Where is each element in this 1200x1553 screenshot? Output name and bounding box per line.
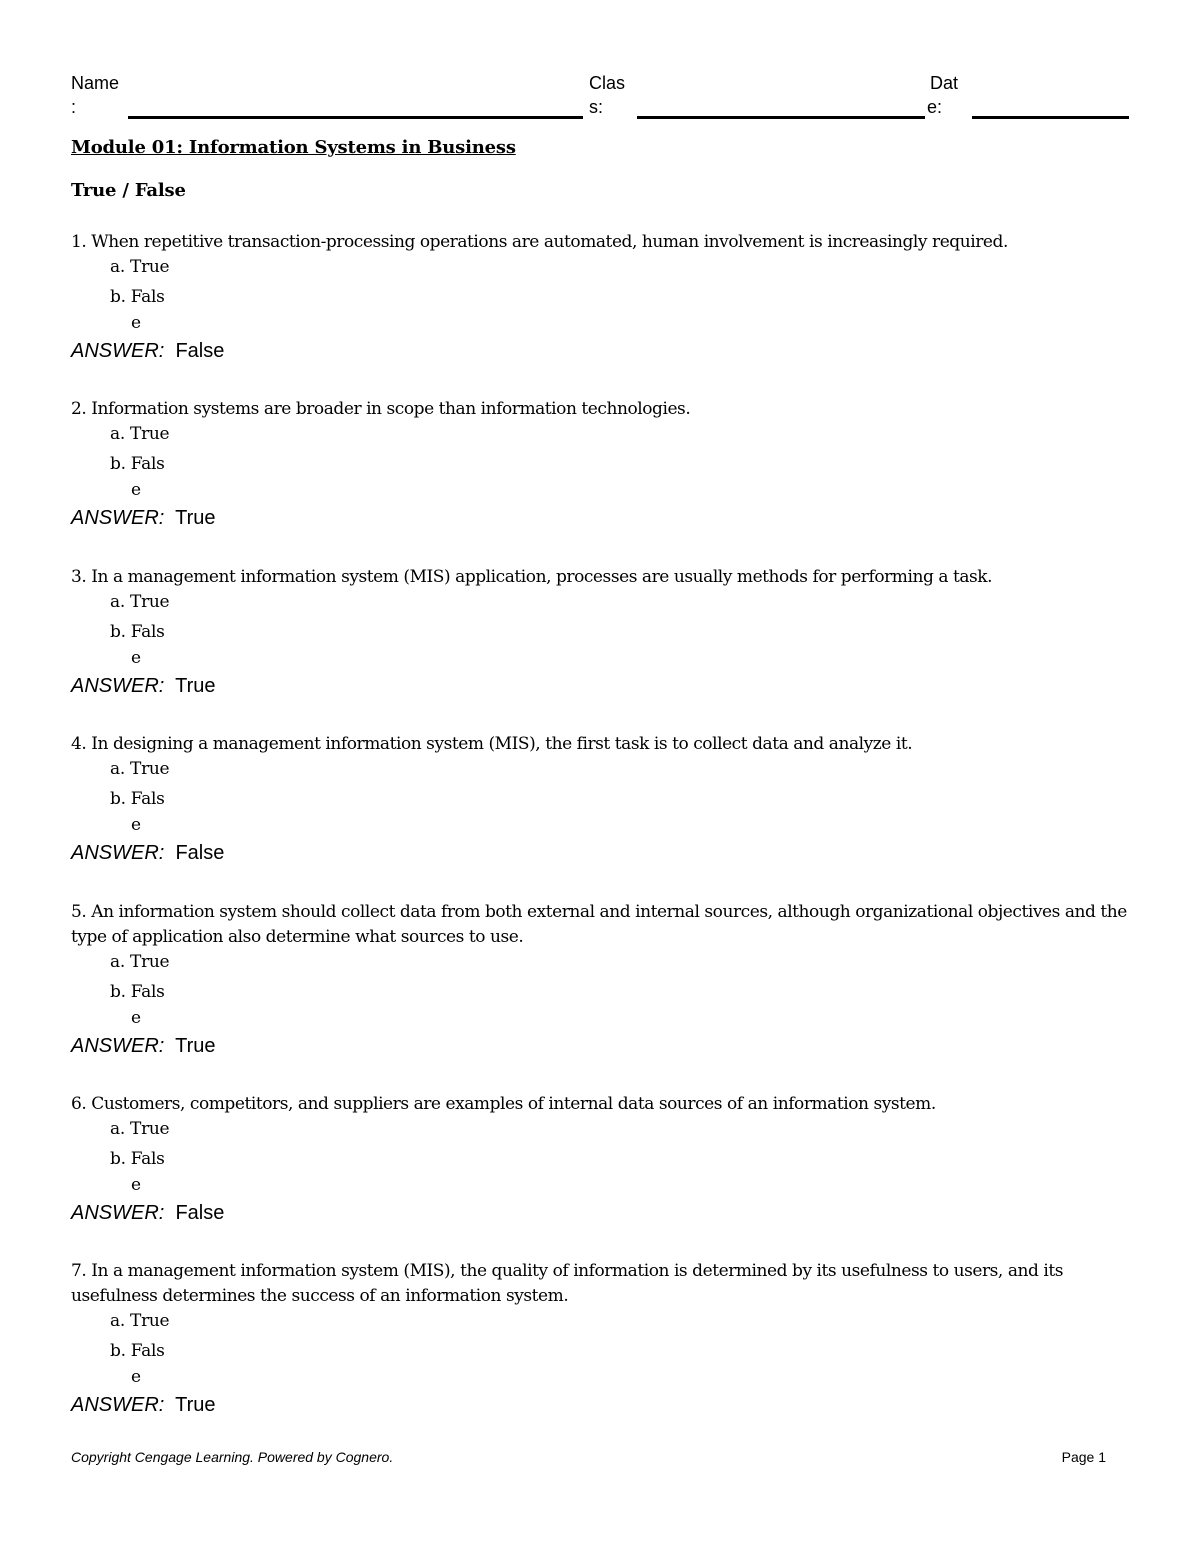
answer-label: ANSWER:	[71, 1035, 165, 1057]
answer-label: ANSWER:	[71, 507, 165, 529]
answer-value: True	[175, 1035, 216, 1057]
option-b[interactable]	[110, 1338, 174, 1390]
option-b-line2: e	[131, 313, 141, 333]
date-label-suffix: e:	[927, 97, 943, 117]
answer-line	[71, 336, 1131, 366]
class-label: Clas	[589, 73, 626, 93]
question-item	[71, 900, 1131, 1061]
option-b[interactable]	[110, 619, 174, 671]
option-b[interactable]	[110, 451, 174, 503]
answer-value: True	[175, 507, 216, 529]
option-a[interactable]: a. True	[110, 759, 170, 779]
name-input-line[interactable]	[128, 116, 583, 119]
date-label: Dat	[930, 73, 959, 93]
option-a[interactable]: a. True	[110, 424, 170, 444]
question-text: 5. An information system should collect data from both external and internal sources, although organizational objectives and the type of application also determine what sources to use.	[71, 902, 1127, 947]
option-a[interactable]: a. True	[110, 257, 170, 277]
answer-line	[71, 1198, 1131, 1228]
date-input-line[interactable]	[972, 116, 1129, 119]
question-item	[71, 1259, 1131, 1420]
answer-label: ANSWER:	[71, 1202, 165, 1224]
section-heading: True / False	[71, 180, 186, 201]
option-b[interactable]	[110, 284, 174, 336]
option-b-line2: e	[131, 648, 141, 668]
question-item	[71, 565, 1131, 701]
answer-value: True	[175, 675, 216, 697]
answer-line	[71, 503, 1131, 533]
question-text: 3. In a management information system (MIS) application, processes are usually methods for performing a task.	[71, 567, 993, 587]
answer-line	[71, 671, 1131, 701]
page-number: Page 1	[1061, 1449, 1106, 1465]
option-b-line2: e	[131, 1175, 141, 1195]
option-b-line2: e	[131, 1367, 141, 1387]
option-b-line1: b. Fals	[110, 454, 165, 474]
option-b-line1: b. Fals	[110, 287, 165, 307]
question-text: 7. In a management information system (MIS), the quality of information is determined by its usefulness to users, and its usefulness determines the success of an information system.	[71, 1261, 1064, 1306]
option-b[interactable]	[110, 1146, 174, 1198]
question-text: 6. Customers, competitors, and suppliers are examples of internal data sources of an information system.	[71, 1094, 936, 1114]
class-label-suffix: s:	[589, 97, 604, 117]
module-title: Module 01: Information Systems in Business	[71, 137, 516, 158]
question-item	[71, 230, 1131, 366]
answer-value: False	[175, 340, 225, 362]
answer-label: ANSWER:	[71, 675, 165, 697]
question-item	[71, 732, 1131, 868]
answer-line	[71, 838, 1131, 868]
class-input-line[interactable]	[637, 116, 925, 119]
answer-value: False	[175, 1202, 225, 1224]
option-b-line1: b. Fals	[110, 789, 165, 809]
option-a[interactable]: a. True	[110, 1311, 170, 1331]
option-a[interactable]: a. True	[110, 952, 170, 972]
question-text: 4. In designing a management information system (MIS), the first task is to collect data and analyze it.	[71, 734, 913, 754]
option-b[interactable]	[110, 786, 174, 838]
answer-label: ANSWER:	[71, 340, 165, 362]
answer-value: True	[175, 1394, 216, 1416]
option-b-line1: b. Fals	[110, 1341, 165, 1361]
option-b-line2: e	[131, 815, 141, 835]
option-b-line2: e	[131, 1008, 141, 1028]
question-text: 1. When repetitive transaction-processing operations are automated, human involvement is increasingly required.	[71, 232, 1008, 252]
copyright-footer: Copyright Cengage Learning. Powered by Cognero.	[71, 1449, 394, 1465]
option-b-line2: e	[131, 480, 141, 500]
answer-line	[71, 1031, 1131, 1061]
option-a[interactable]: a. True	[110, 592, 170, 612]
option-a[interactable]: a. True	[110, 1119, 170, 1139]
answer-value: False	[175, 842, 225, 864]
option-b-line1: b. Fals	[110, 982, 165, 1002]
option-b-line1: b. Fals	[110, 622, 165, 642]
option-b[interactable]	[110, 979, 174, 1031]
option-b-line1: b. Fals	[110, 1149, 165, 1169]
answer-line	[71, 1390, 1131, 1420]
name-label: Name	[71, 73, 120, 93]
answer-label: ANSWER:	[71, 842, 165, 864]
question-item	[71, 1092, 1131, 1228]
question-item	[71, 397, 1131, 533]
answer-label: ANSWER:	[71, 1394, 165, 1416]
name-label-colon: :	[71, 97, 77, 117]
question-text: 2. Information systems are broader in scope than information technologies.	[71, 399, 691, 419]
